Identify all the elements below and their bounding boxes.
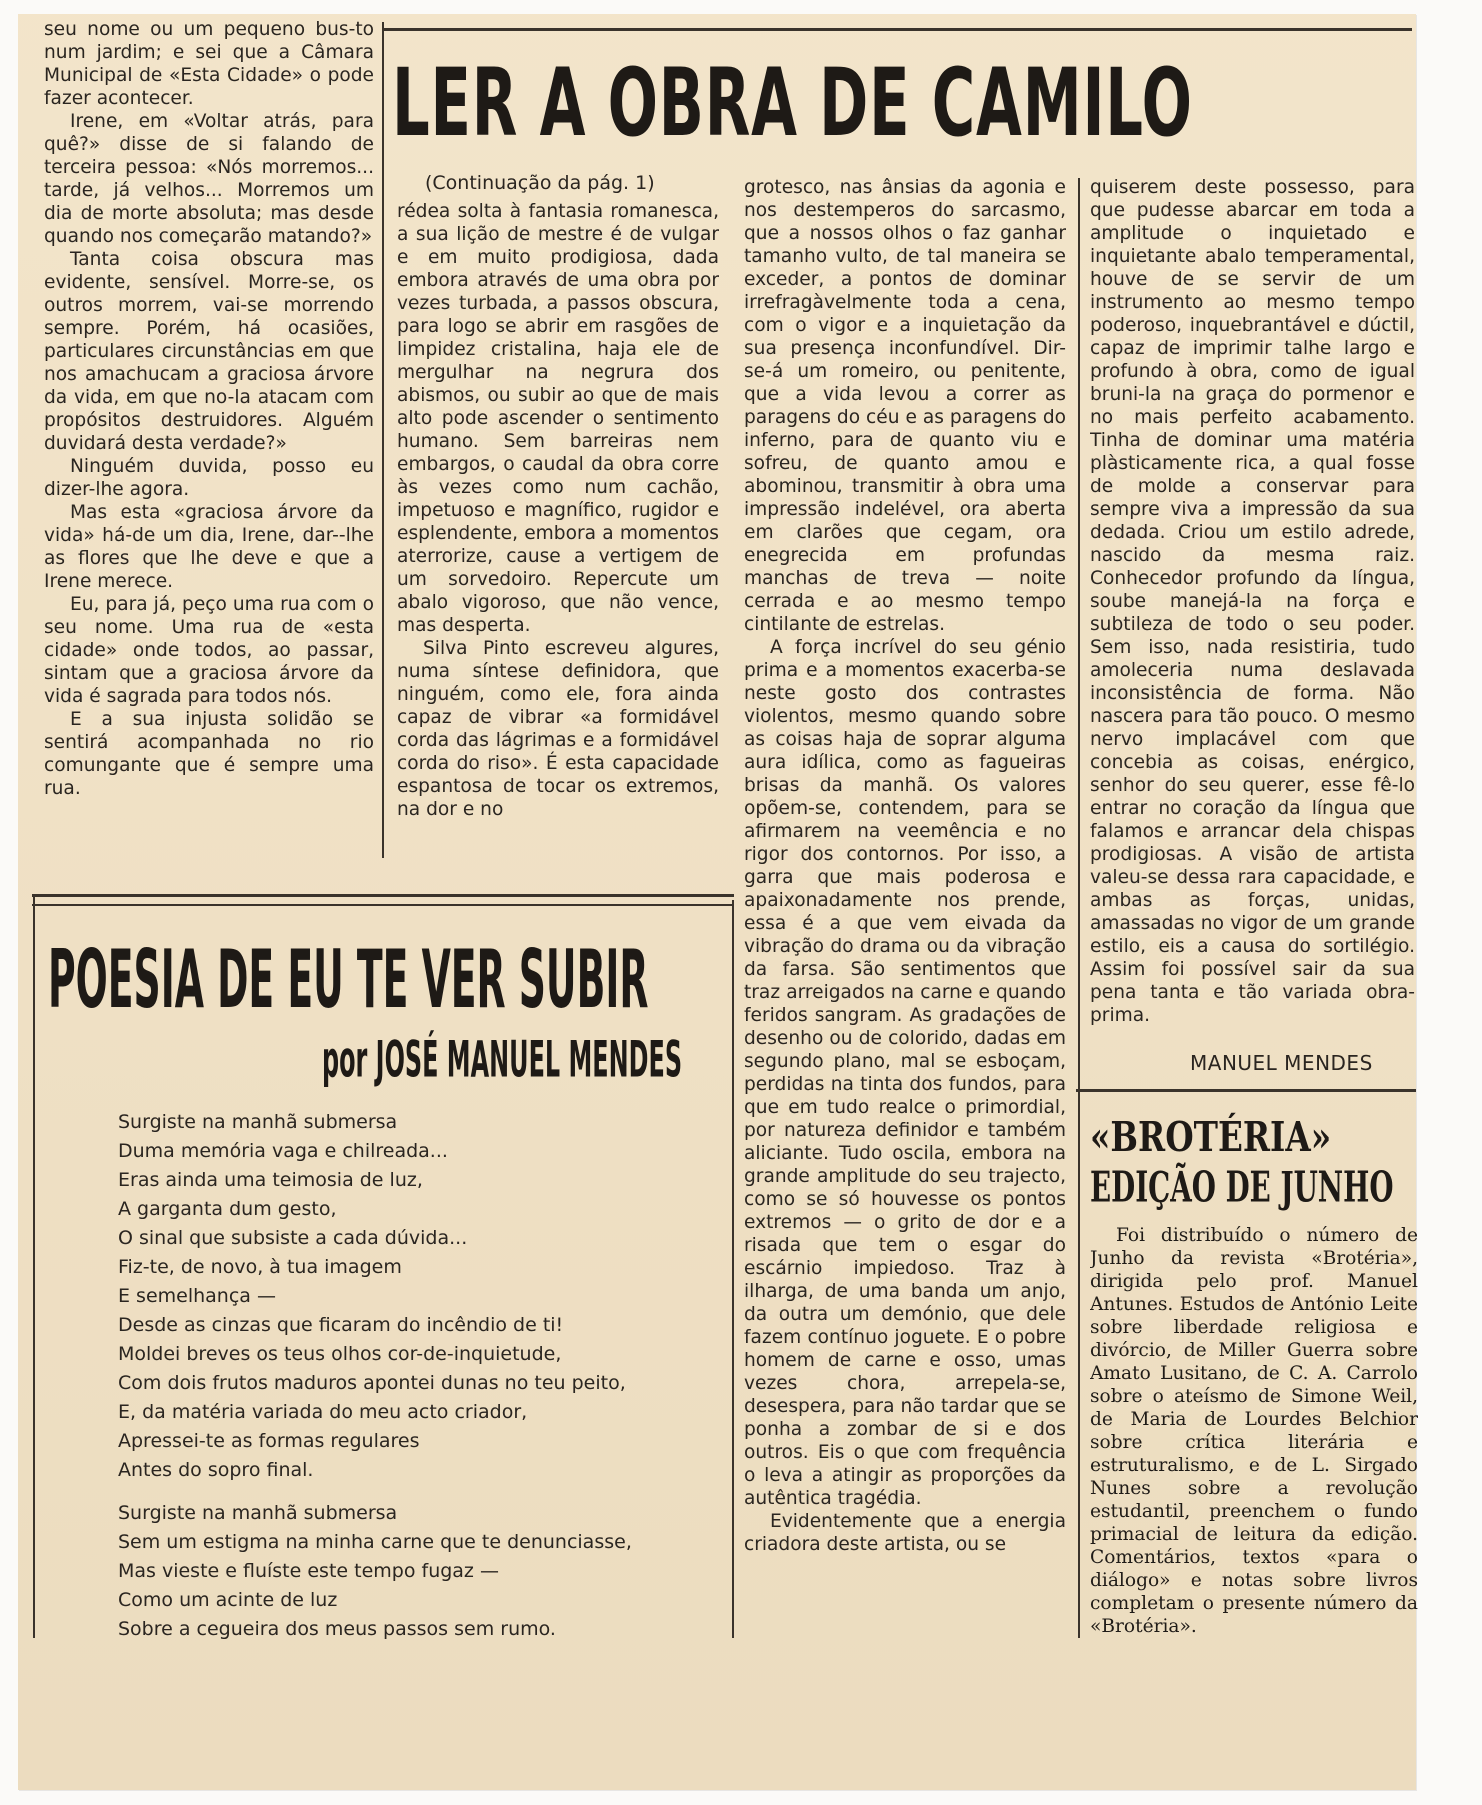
camilo-paragraph: quiserem deste possesso, para que pudesse abarcar em toda a amplitude o inquietado e inquietante abalo temperamental, houve de se servir de um instrumento ao mesmo tempo poderoso, inquebrantável e dúctil, capaz de imprimir talhe largo e profundo à obra, como de igual bruni-la na graça do pormenor e no mais perfeito acabamento. Tinha de dominar uma matéria plàsticamente rica, a qual fosse de molde a conservar para sempre viva a impressão da sua dedada. Criou um estilo adrede, nascido da mesma raiz. Conhecedor profundo da língua, soube manejá-la na força e subtileza de todo o seu poder. Sem isso, nada resistiria, tudo amoleceria numa deslavada inconsistência de forma. Não nascera para tão pouco. O mesmo nervo implacável com que concebia as coisas, enérgico, senhor do seu querer, esse fê-lo entrar no coração da língua que falamos e arrancar dela chispas prodigiosas. A visão de artista valeu-se dessa rara capacidade, e ambas as forças, unidas, amassadas no vigor de um grande estilo, eis a causa do sortilégio. Assim foi possível sair da sua pena tanta e tão variada obra-prima. (1090, 177, 1415, 1026)
camilo-headline: LER A OBRA DE CAMILO (392, 50, 1193, 158)
broteria-headline: «BROTÉRIA» (1090, 1112, 1332, 1161)
column-rule (382, 22, 384, 858)
poem (118, 1108, 678, 1658)
camilo-paragraph: A força incrível do seu génio prima e a momentos exacerba-se neste gosto dos contrastes violentos, mesmo quando sobre as coisas haja de soprar alguma aura idílica, como as fagueiras brisas da manhã. Os valores opõem-se, contendem, para se afirmarem na veemência e no rigor dos contornos. Por isso, a garra que mais poderosa e apaixonadamente nos prende, essa é a que vem eivada da vibração do drama ou da vibração da farsa. São sentimentos que traz arreigados na carne e quando feridos sangram. As gradações de desenho ou de colorido, dadas em segundo plano, mal se esboçam, perdidas na tinta dos fundos, para que em tudo realce o primordial, por natureza definidor e também aliciante. Tudo oscila, embora na grande amplitude do seu trajecto, como se só houvesse os pontos extremos — o grito de dor e a risada que tem o esgar do escárnio impiedoso. Traz à ilharga, de uma banda um anjo, da outra um demónio, que dele fazem contínuo joguete. E o pobre homem de carne e osso, umas vezes chora, arrepela-se, desespera, para não tardar que se ponha a zombar de si e dos outros. Eis o que com frequência o leva a atingir as proporções da autêntica tragédia. (744, 637, 1066, 1509)
camilo-column-1 (397, 200, 719, 860)
poem-line: E semelhança — (118, 1285, 276, 1307)
continued-paragraph: seu nome ou um pequeno bus-to num jardim; e sei que a Câmara Municipal de «Esta Cidade» o pode fazer acontecer. (44, 19, 374, 109)
continued-paragraph: Ninguém duvida, posso eu dizer-lhe agora. (44, 456, 374, 500)
headline-rule (382, 28, 1412, 31)
author-signature: MANUEL MENDES (1190, 1052, 1373, 1075)
poem-line: Como um acinte de luz (118, 1589, 338, 1611)
poem-line: Apressei-te as formas regulares (118, 1430, 420, 1452)
camilo-column-2 (744, 176, 1066, 1638)
section-rule (1076, 1089, 1416, 1092)
continued-paragraph: Irene, em «Voltar atrás, para quê?» disse de si falando de terceira pessoa: «Nós morremos... tarde, já velhos... Morremos um dia de morte absoluta; mas desde quando nos começarão matando?» (44, 111, 374, 247)
poem-line: Sem um estigma na minha carne que te denunciasse, (118, 1531, 632, 1553)
camilo-paragraph: Silva Pinto escreveu algures, numa síntese definidora, que ninguém, como ele, fora ainda capaz de vibrar «a formidável corda das lágrimas e a formidável corda do riso». É esta capacidade espantosa de tocar os extremos, na dor e no (397, 638, 719, 820)
poem-line: Surgiste na manhã submersa (118, 1111, 398, 1133)
poem-stanza (118, 1499, 678, 1644)
torn-edge-characters (6, 80, 20, 1080)
poem-line: Duma memória vaga e chilreada... (118, 1140, 448, 1162)
continuation-note: (Continuação da pág. 1) (425, 172, 655, 194)
camilo-paragraph: Evidentemente que a energia criadora deste artista, ou se (744, 1511, 1066, 1555)
poem-line: Moldei breves os teus olhos cor-de-inquietude, (118, 1343, 562, 1365)
continued-paragraph: Eu, para já, peço uma rua com o seu nome. Uma rua de «esta cidade» onde todos, ao passar, sintam que a graciosa árvore da vida é sagrada para todos nós. (44, 594, 374, 707)
poem-line: Desde as cinzas que ficaram do incêndio de ti! (118, 1314, 564, 1336)
poem-line: Sobre a cegueira dos meus passos sem rumo. (118, 1618, 556, 1640)
poem-line: Antes do sopro final. (118, 1459, 314, 1481)
camilo-paragraph: rédea solta à fantasia romanesca, a sua lição de mestre é de vulgar e em muito prodigiosa, dada embora através de uma obra por vezes turbada, a passos obscura, para logo se abrir em rasgões de limpidez cristalina, haja ele de mergulhar na negrura dos abismos, ou subir ao que de mais alto pode ascender o sentimento humano. Sem barreiras nem embargos, o caudal da obra corre às vezes como num cachão, impetuoso e magnífico, rugidor e esplendente, embora a momentos aterrorize, cause a vertigem de um sorvedoiro. Repercute um abalo vigoroso, que não vence, mas desperta. (397, 201, 719, 636)
poem-headline: POESIA DE EU TE VER SUBIR (48, 934, 649, 1028)
poem-line: Surgiste na manhã submersa (118, 1502, 398, 1524)
poem-box-left (33, 894, 35, 1638)
camilo-paragraph: grotesco, nas ânsias da agonia e nos destemperos do sarcasmo, que a nossos olhos o faz ganhar tamanho vulto, de tal maneira se exceder, a pontos de dominar irrefragàvelmente toda a cena, com o vigor e a inquietação da sua presença inconfundível. Dir-se-á um romeiro, ou penitente, que a vida levou a correr as paragens do céu e as paragens do inferno, para de quanto viu e sofreu, de quanto amou e abominou, transmitir à obra uma impressão indelével, ora aberta em clarões que cegam, ora enegrecida em profundas manchas de treva — noite cerrada e ao mesmo tempo cintilante de estrelas. (744, 177, 1066, 635)
broteria-body (1090, 1224, 1418, 1644)
poem-line: A garganta dum gesto, (118, 1198, 337, 1220)
poem-byline: por JOSÉ MANUEL MENDES (322, 1030, 683, 1089)
poem-box-top-inner (32, 904, 734, 906)
continued-column (44, 18, 374, 860)
poem-stanza (118, 1108, 678, 1485)
continued-paragraph: Tanta coisa obscura mas evidente, sensível. Morre-se, os outros morrem, vai-se morrendo sempre. Porém, há ocasiões, particulares circunstâncias em que nos amachucam a graciosa árvore da vida, em que no-la atacam com propósitos destruidores. Alguém duvidará desta verdade?» (44, 249, 374, 454)
poem-line: E, da matéria variada do meu acto criador, (118, 1401, 528, 1423)
column-rule (1078, 178, 1080, 1638)
poem-line: Com dois frutos maduros apontei dunas no teu peito, (118, 1372, 626, 1394)
poem-line: O sinal que subsiste a cada dúvida... (118, 1227, 468, 1249)
continued-paragraph: E a sua injusta solidão se sentirá acompanhada no rio comungante que é sempre uma rua. (44, 709, 374, 799)
camilo-column-3 (1090, 176, 1415, 1040)
poem-line: Eras ainda uma teimosia de luz, (118, 1169, 423, 1191)
broteria-paragraph: Foi distribuído o número de Junho da revista «Brotéria», dirigida pelo prof. Manuel Antunes. Estudos de António Leite sobre liberdade religiosa e divórcio, de Miller Guerra sobre Amato Lusitano, de C. A. Carrolo sobre o ateísmo de Simone Weil, de Maria de Lourdes Belchior sobre crítica literária e estruturalismo, e de L. Sirgado Nunes sobre a revolução estudantil, preenchem o fundo primacial de leitura da edição. Comentários, textos «para o diálogo» e notas sobre livros completam o presente número da «Brotéria». (1090, 1225, 1418, 1637)
column-rule (732, 900, 734, 1638)
broteria-subheadline: EDIÇÃO DE JUNHO (1090, 1162, 1394, 1212)
poem-line: Fiz-te, de novo, à tua imagem (118, 1256, 402, 1278)
poem-box-top (32, 894, 734, 897)
continued-paragraph: Mas esta «graciosa árvore da vida» há-de um dia, Irene, dar--lhe as flores que lhe deve e que a Irene merece. (44, 502, 374, 592)
poem-line: Mas vieste e fluíste este tempo fugaz — (118, 1560, 499, 1582)
